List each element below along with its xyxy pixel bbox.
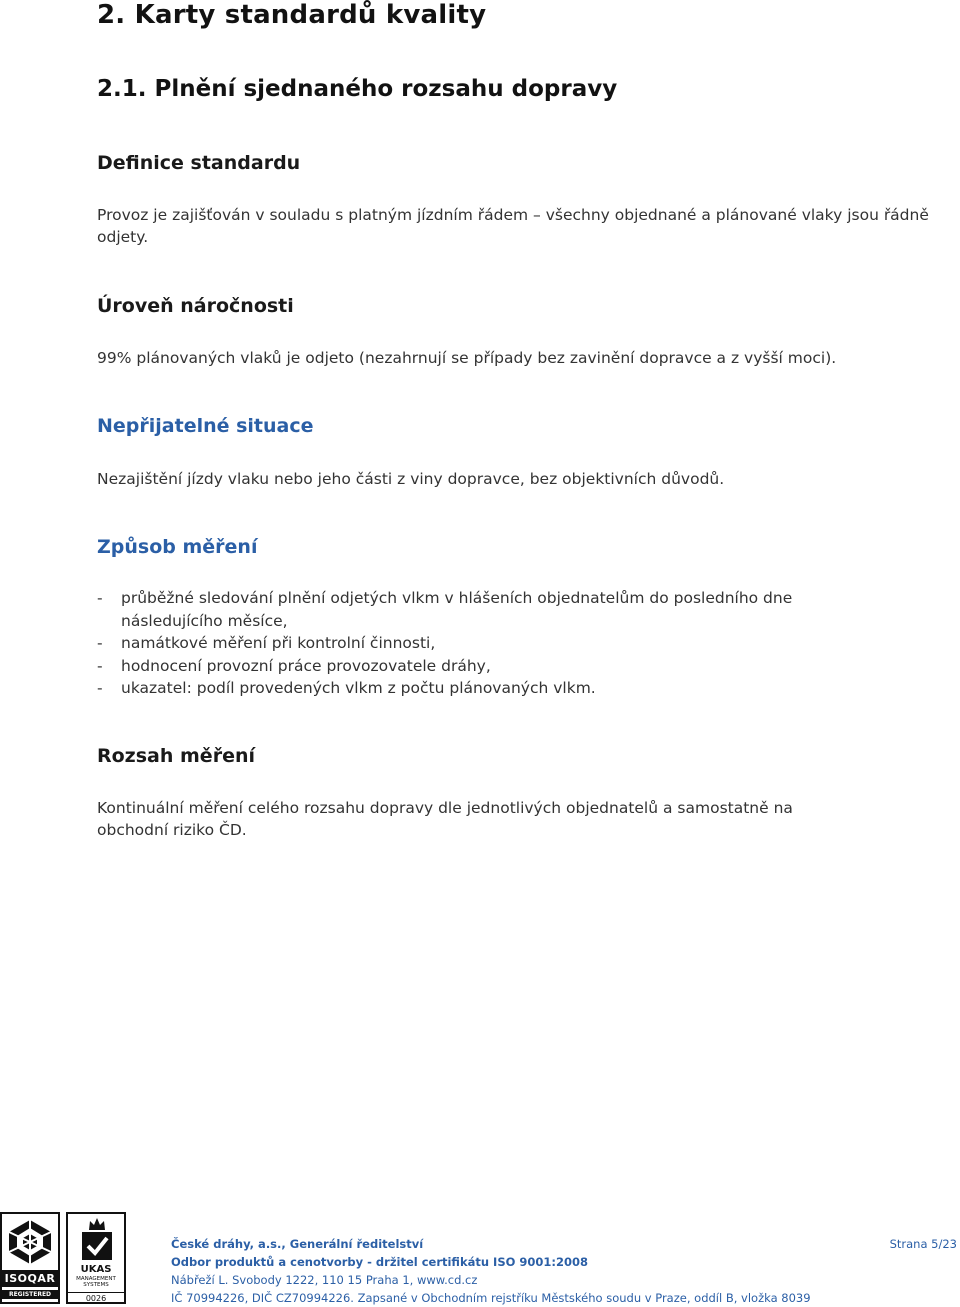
ukas-logo: [66, 1212, 126, 1304]
neprijatelne-title: Nepřijatelné situace: [97, 415, 314, 437]
list-dash: -: [97, 634, 103, 652]
check-mark-icon: [82, 1232, 112, 1260]
footer-department: Odbor produktů a cenotvorby - držitel certifikátu ISO 9001:2008: [171, 1255, 588, 1269]
uroven-text: 99% plánovaných vlaků je odjeto (nezahrnují se případy bez zavinění dopravce a z vyšší moci).: [97, 349, 837, 367]
list-item: - ukazatel: podíl provedených vlkm z počtu plánovaných vlkm.: [97, 677, 877, 700]
zpusob-title: Způsob měření: [97, 536, 258, 558]
isoqar-mark-icon: [7, 1218, 53, 1266]
list-item: - průběžné sledování plnění odjetých vlkm v hlášeních objednatelům do posledního dne následujícího měsíce,: [97, 589, 793, 630]
footer-company: České dráhy, a.s., Generální ředitelství: [171, 1237, 424, 1251]
isoqar-logo: [0, 1212, 60, 1304]
definice-title: Definice standardu: [97, 152, 301, 174]
ukas-subtitle: MANAGEMENT SYSTEMS: [76, 1276, 116, 1288]
ukas-name: UKAS: [80, 1264, 112, 1275]
rozsah-text: Kontinuální měření celého rozsahu dopravy dle jednotlivých objednatelů a samostatně na obchodní riziko ČD.: [97, 799, 793, 839]
list-item: - hodnocení provozní práce provozovatele dráhy,: [97, 655, 877, 678]
section-heading: 2.1. Plnění sjednaného rozsahu dopravy: [97, 76, 618, 102]
list-dash: -: [97, 679, 103, 697]
certification-logos: [0, 1212, 130, 1306]
definice-text: Provoz je zajišťován v souladu s platným jízdním řádem – všechny objednané a plánované vlaky jsou řádně odjety.: [97, 206, 929, 246]
ukas-number: 0026: [68, 1292, 124, 1303]
footer-address: Nábřeží L. Svobody 1222, 110 15 Praha 1, www.cd.cz: [171, 1273, 478, 1287]
chapter-heading: 2. Karty standardů kvality: [97, 0, 487, 30]
uroven-title: Úroveň náročnosti: [97, 295, 294, 317]
isoqar-registered: REGISTERED: [2, 1290, 58, 1299]
page-number: Strana 5/23: [889, 1237, 957, 1251]
neprijatelne-text: Nezajištění jízdy vlaku nebo jeho části z viny dopravce, bez objektivních důvodů.: [97, 470, 725, 488]
rozsah-title: Rozsah měření: [97, 745, 255, 767]
list-item: - namátkové měření při kontrolní činnosti,: [97, 632, 877, 655]
footer-registration: IČ 70994226, DIČ CZ70994226. Zapsané v Obchodním rejstříku Městského soudu v Praze, oddíl B, vložka 8039: [171, 1291, 811, 1305]
isoqar-name: ISOQAR: [2, 1270, 58, 1287]
list-dash: -: [97, 656, 103, 675]
crown-icon: [88, 1217, 106, 1231]
list-dash: -: [97, 589, 103, 607]
zpusob-list: [97, 587, 877, 700]
